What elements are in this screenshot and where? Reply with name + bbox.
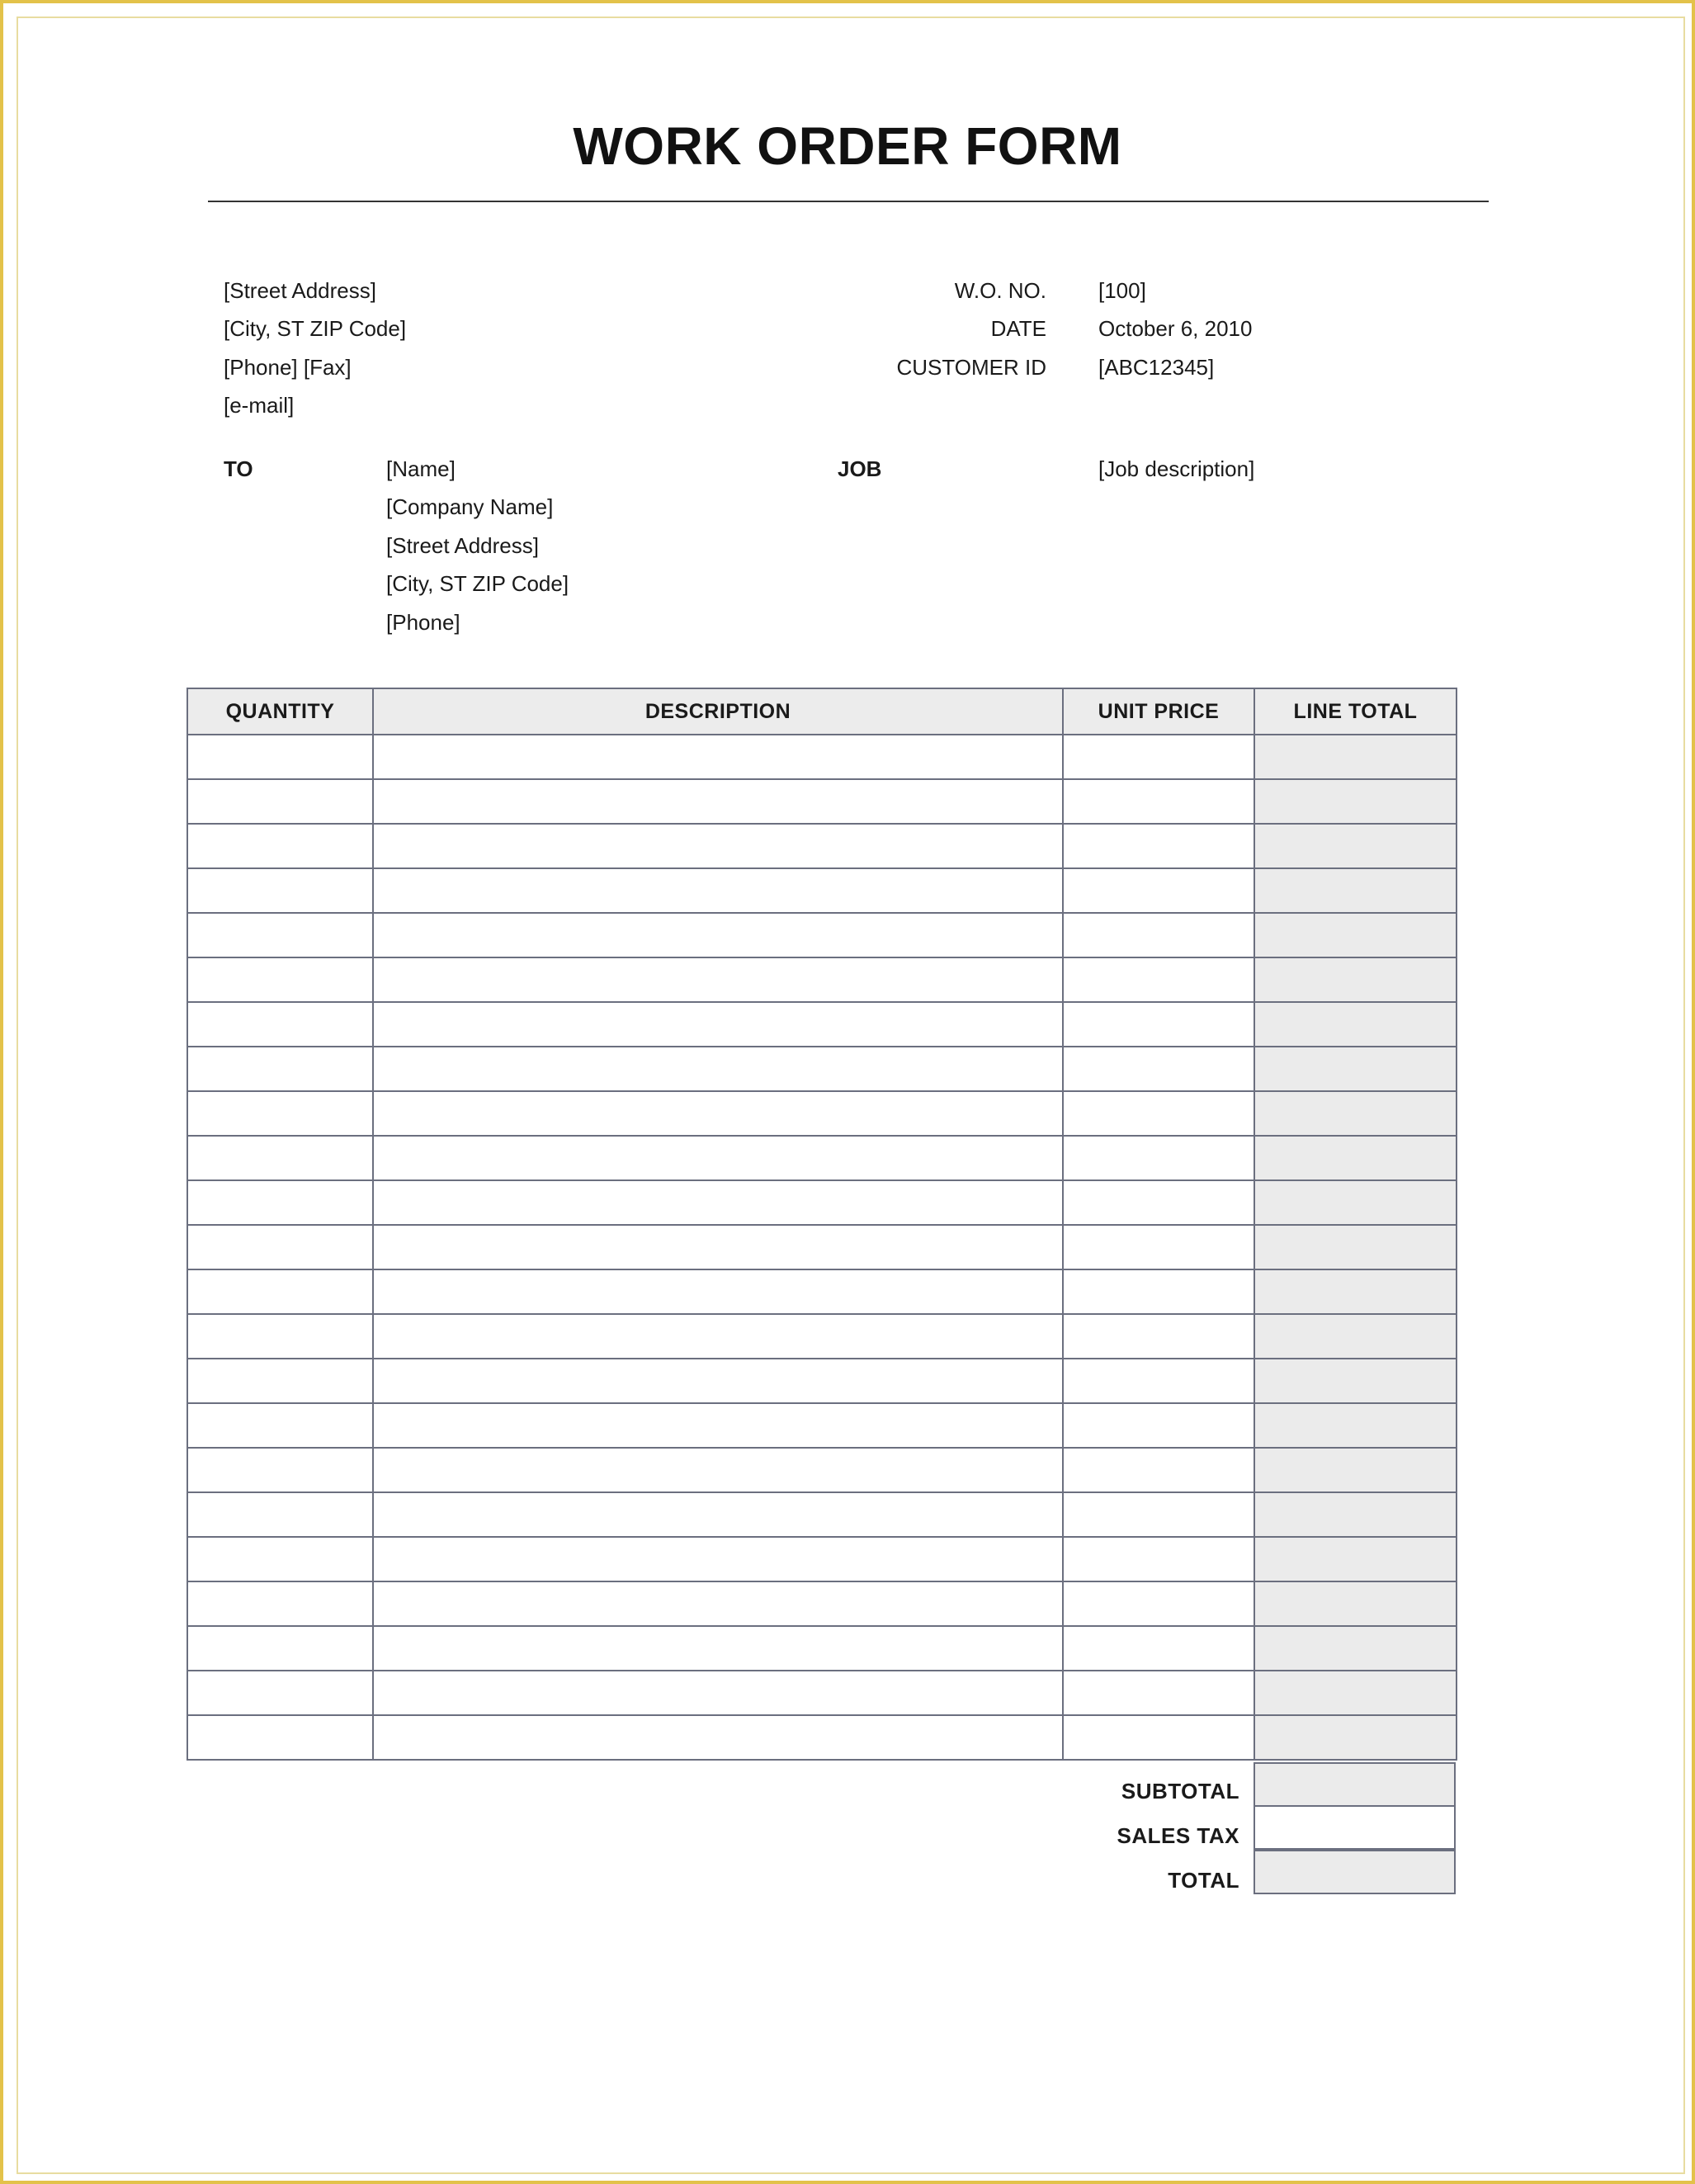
- unit-price-cell[interactable]: [1063, 824, 1254, 868]
- total-field[interactable]: [1254, 1850, 1456, 1894]
- wo-number-label: W.O. NO.: [954, 278, 1046, 303]
- unit-price-cell[interactable]: [1063, 1136, 1254, 1180]
- table-row: [187, 957, 1457, 1002]
- sender-city[interactable]: [City, ST ZIP Code]: [224, 316, 407, 341]
- quantity-cell[interactable]: [187, 735, 373, 779]
- total-label: TOTAL: [1168, 1868, 1239, 1893]
- table-row: [187, 1448, 1457, 1492]
- wo-number-value[interactable]: [100]: [1098, 278, 1146, 303]
- line-total-cell[interactable]: [1254, 1225, 1457, 1269]
- items-body: [187, 735, 1457, 1760]
- table-row: [187, 1715, 1457, 1760]
- description-cell[interactable]: [373, 1047, 1063, 1091]
- table-header-row: [187, 688, 1457, 735]
- quantity-cell[interactable]: [187, 1671, 373, 1715]
- description-cell[interactable]: [373, 1403, 1063, 1448]
- unit-price-cell[interactable]: [1063, 1403, 1254, 1448]
- description-cell[interactable]: [373, 913, 1063, 957]
- description-cell[interactable]: [373, 1537, 1063, 1581]
- line-total-cell[interactable]: [1254, 1671, 1457, 1715]
- description-cell[interactable]: [373, 1359, 1063, 1403]
- description-cell[interactable]: [373, 779, 1063, 824]
- line-total-cell[interactable]: [1254, 1715, 1457, 1760]
- description-cell[interactable]: [373, 735, 1063, 779]
- to-street[interactable]: [Street Address]: [386, 533, 539, 558]
- quantity-cell[interactable]: [187, 1047, 373, 1091]
- quantity-cell[interactable]: [187, 913, 373, 957]
- table-row: [187, 1537, 1457, 1581]
- quantity-cell[interactable]: [187, 1626, 373, 1671]
- unit-price-cell[interactable]: [1063, 913, 1254, 957]
- unit-price-cell[interactable]: [1063, 1180, 1254, 1225]
- to-name[interactable]: [Name]: [386, 456, 456, 481]
- line-total-cell[interactable]: [1254, 824, 1457, 868]
- description-header: DESCRIPTION: [373, 688, 1063, 735]
- description-cell[interactable]: [373, 1269, 1063, 1314]
- date-label: DATE: [990, 316, 1046, 341]
- table-row: [187, 824, 1457, 868]
- table-row: [187, 1403, 1457, 1448]
- unit-price-cell[interactable]: [1063, 1225, 1254, 1269]
- table-row: [187, 868, 1457, 913]
- quantity-cell[interactable]: [187, 1091, 373, 1136]
- quantity-cell[interactable]: [187, 824, 373, 868]
- table-row: [187, 1314, 1457, 1359]
- table-row: [187, 1225, 1457, 1269]
- description-cell[interactable]: [373, 1671, 1063, 1715]
- sender-street[interactable]: [Street Address]: [224, 278, 376, 303]
- quantity-cell[interactable]: [187, 1581, 373, 1626]
- table-row: [187, 1091, 1457, 1136]
- table-row: [187, 913, 1457, 957]
- job-label: JOB: [838, 456, 882, 481]
- quantity-cell[interactable]: [187, 1269, 373, 1314]
- quantity-cell[interactable]: [187, 1715, 373, 1760]
- quantity-cell[interactable]: [187, 1359, 373, 1403]
- unit-price-cell[interactable]: [1063, 735, 1254, 779]
- sender-phone-fax[interactable]: [Phone] [Fax]: [224, 355, 352, 380]
- form-title: WORK ORDER FORM: [573, 116, 1122, 176]
- unit-price-cell[interactable]: [1063, 1492, 1254, 1537]
- unit-price-cell[interactable]: [1063, 1715, 1254, 1760]
- unit-price-cell[interactable]: [1063, 779, 1254, 824]
- to-city[interactable]: [City, ST ZIP Code]: [386, 571, 569, 596]
- line-total-cell[interactable]: [1254, 868, 1457, 913]
- table-row: [187, 779, 1457, 824]
- table-row: [187, 1180, 1457, 1225]
- description-cell[interactable]: [373, 957, 1063, 1002]
- sender-email[interactable]: [e-mail]: [224, 393, 295, 418]
- quantity-cell[interactable]: [187, 1492, 373, 1537]
- unit-price-cell[interactable]: [1063, 1314, 1254, 1359]
- description-cell[interactable]: [373, 1002, 1063, 1047]
- line-total-cell[interactable]: [1254, 1091, 1457, 1136]
- customer-id-value[interactable]: [ABC12345]: [1098, 355, 1215, 380]
- quantity-cell[interactable]: [187, 1180, 373, 1225]
- items-table: [186, 688, 1457, 1761]
- line-total-cell[interactable]: [1254, 1047, 1457, 1091]
- title-divider: [208, 201, 1489, 202]
- to-company[interactable]: [Company Name]: [386, 494, 554, 519]
- line-total-cell[interactable]: [1254, 1626, 1457, 1671]
- description-cell[interactable]: [373, 1314, 1063, 1359]
- unit-price-cell[interactable]: [1063, 868, 1254, 913]
- line-total-header: LINE TOTAL: [1254, 688, 1457, 735]
- description-cell[interactable]: [373, 1581, 1063, 1626]
- unit-price-cell[interactable]: [1063, 1671, 1254, 1715]
- quantity-cell[interactable]: [187, 1448, 373, 1492]
- to-label: TO: [224, 456, 253, 481]
- description-cell[interactable]: [373, 1136, 1063, 1180]
- unit-price-cell[interactable]: [1063, 1626, 1254, 1671]
- line-total-cell[interactable]: [1254, 735, 1457, 779]
- unit-price-cell[interactable]: [1063, 1047, 1254, 1091]
- table-row: [187, 1269, 1457, 1314]
- description-cell[interactable]: [373, 824, 1063, 868]
- quantity-cell[interactable]: [187, 779, 373, 824]
- table-row: [187, 735, 1457, 779]
- quantity-cell[interactable]: [187, 1403, 373, 1448]
- to-phone[interactable]: [Phone]: [386, 610, 460, 635]
- line-total-cell[interactable]: [1254, 913, 1457, 957]
- subtotal-label: SUBTOTAL: [1121, 1779, 1239, 1803]
- line-total-cell[interactable]: [1254, 1448, 1457, 1492]
- line-total-cell[interactable]: [1254, 1403, 1457, 1448]
- line-total-cell[interactable]: [1254, 1537, 1457, 1581]
- table-row: [187, 1136, 1457, 1180]
- unit-price-cell[interactable]: [1063, 1002, 1254, 1047]
- sales-tax-label: SALES TAX: [1117, 1823, 1239, 1848]
- table-row: [187, 1626, 1457, 1671]
- description-cell[interactable]: [373, 1448, 1063, 1492]
- quantity-cell[interactable]: [187, 1314, 373, 1359]
- quantity-cell[interactable]: [187, 1136, 373, 1180]
- sales-tax-field[interactable]: [1254, 1805, 1456, 1850]
- unit-price-cell[interactable]: [1063, 1537, 1254, 1581]
- description-cell[interactable]: [373, 1492, 1063, 1537]
- job-description[interactable]: [Job description]: [1098, 456, 1255, 481]
- unit-price-header: UNIT PRICE: [1063, 688, 1254, 735]
- table-row: [187, 1002, 1457, 1047]
- description-cell[interactable]: [373, 868, 1063, 913]
- quantity-cell[interactable]: [187, 1002, 373, 1047]
- description-cell[interactable]: [373, 1626, 1063, 1671]
- quantity-header: QUANTITY: [187, 688, 373, 735]
- customer-id-label: CUSTOMER ID: [896, 355, 1046, 380]
- unit-price-cell[interactable]: [1063, 1359, 1254, 1403]
- line-total-cell[interactable]: [1254, 1180, 1457, 1225]
- table-row: [187, 1492, 1457, 1537]
- date-value[interactable]: October 6, 2010: [1098, 316, 1253, 341]
- quantity-cell[interactable]: [187, 957, 373, 1002]
- description-cell[interactable]: [373, 1225, 1063, 1269]
- line-total-cell[interactable]: [1254, 1002, 1457, 1047]
- quantity-cell[interactable]: [187, 1225, 373, 1269]
- unit-price-cell[interactable]: [1063, 1581, 1254, 1626]
- line-total-cell[interactable]: [1254, 1359, 1457, 1403]
- table-row: [187, 1581, 1457, 1626]
- unit-price-cell[interactable]: [1063, 957, 1254, 1002]
- description-cell[interactable]: [373, 1715, 1063, 1760]
- unit-price-cell[interactable]: [1063, 1091, 1254, 1136]
- description-cell[interactable]: [373, 1180, 1063, 1225]
- line-total-cell[interactable]: [1254, 779, 1457, 824]
- quantity-cell[interactable]: [187, 1537, 373, 1581]
- line-total-cell[interactable]: [1254, 1136, 1457, 1180]
- subtotal-field[interactable]: [1254, 1762, 1456, 1807]
- line-total-cell[interactable]: [1254, 957, 1457, 1002]
- unit-price-cell[interactable]: [1063, 1269, 1254, 1314]
- table-row: [187, 1359, 1457, 1403]
- table-row: [187, 1047, 1457, 1091]
- line-total-cell[interactable]: [1254, 1269, 1457, 1314]
- table-row: [187, 1671, 1457, 1715]
- description-cell[interactable]: [373, 1091, 1063, 1136]
- line-total-cell[interactable]: [1254, 1492, 1457, 1537]
- quantity-cell[interactable]: [187, 868, 373, 913]
- line-total-cell[interactable]: [1254, 1581, 1457, 1626]
- line-total-cell[interactable]: [1254, 1314, 1457, 1359]
- unit-price-cell[interactable]: [1063, 1448, 1254, 1492]
